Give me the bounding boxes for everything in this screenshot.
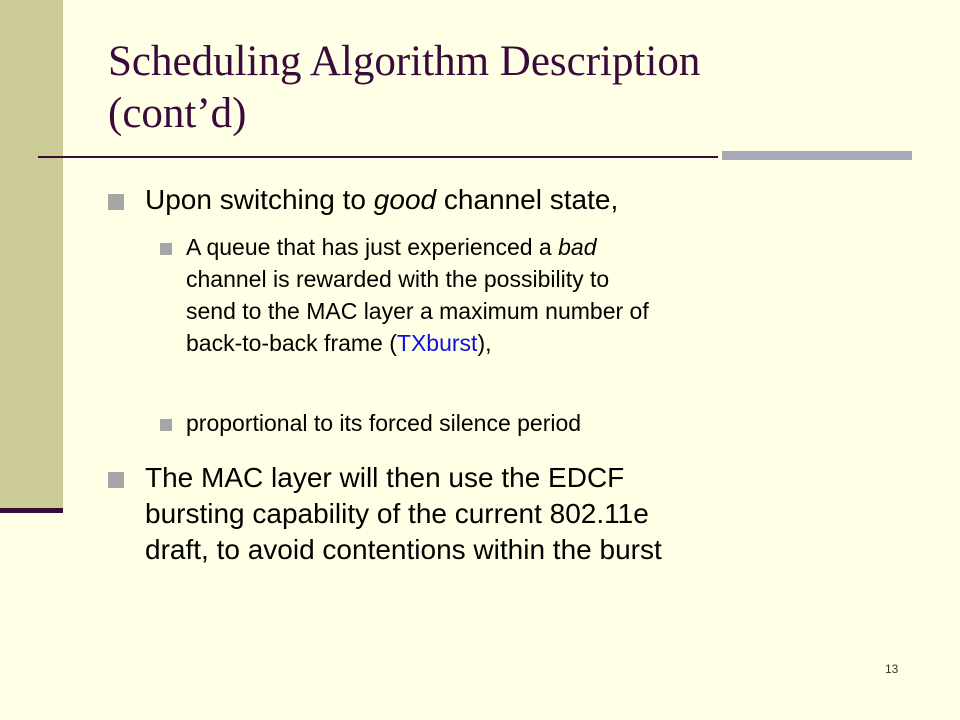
subbullet-line: send to the MAC layer a maximum number of — [186, 298, 649, 324]
bullet-line: draft, to avoid contentions within the burst — [145, 534, 662, 565]
bullet-line: bursting capability of the current 802.11e — [145, 498, 649, 529]
page-number: 13 — [885, 662, 899, 676]
subbullet-queue-rewarded — [160, 231, 900, 359]
txburst-term: TXburst — [396, 330, 478, 356]
subbullet-line — [186, 327, 900, 359]
subbullet-square-icon — [160, 419, 172, 431]
bullet-square-icon — [108, 472, 124, 488]
subbullet-text-part: A queue that has just experienced a — [186, 234, 559, 260]
subbullet-text-part: ), — [477, 330, 492, 356]
subbullet-line — [186, 231, 900, 263]
bullet-text-part: Upon switching to — [145, 184, 374, 215]
title-line-2: (cont’d) — [108, 90, 247, 137]
side-accent-bar — [0, 0, 63, 513]
bullet-line: The MAC layer will then use the EDCF — [145, 462, 625, 493]
bullet-text — [145, 182, 908, 218]
bullet-mac-layer — [108, 460, 908, 568]
subbullet-proportional — [160, 407, 900, 439]
subbullet-line: channel is rewarded with the possibility to — [186, 266, 610, 292]
subbullet-square-icon — [160, 243, 172, 255]
subbullet-text-emphasis: bad — [558, 234, 597, 260]
bullet-upon-switching — [108, 182, 908, 218]
slide-title — [108, 36, 908, 140]
title-rule — [38, 156, 718, 158]
bullet-text-emphasis: good — [373, 184, 437, 215]
title-line-1: Scheduling Algorithm Description — [108, 38, 701, 85]
title-rule-accent — [722, 151, 912, 160]
bullet-text-part: channel state, — [436, 184, 619, 215]
subbullet-line: proportional to its forced silence period — [186, 410, 582, 436]
bullet-square-icon — [108, 194, 124, 210]
subbullet-text-part: back-to-back frame ( — [186, 330, 397, 356]
side-accent-cap — [0, 508, 63, 513]
